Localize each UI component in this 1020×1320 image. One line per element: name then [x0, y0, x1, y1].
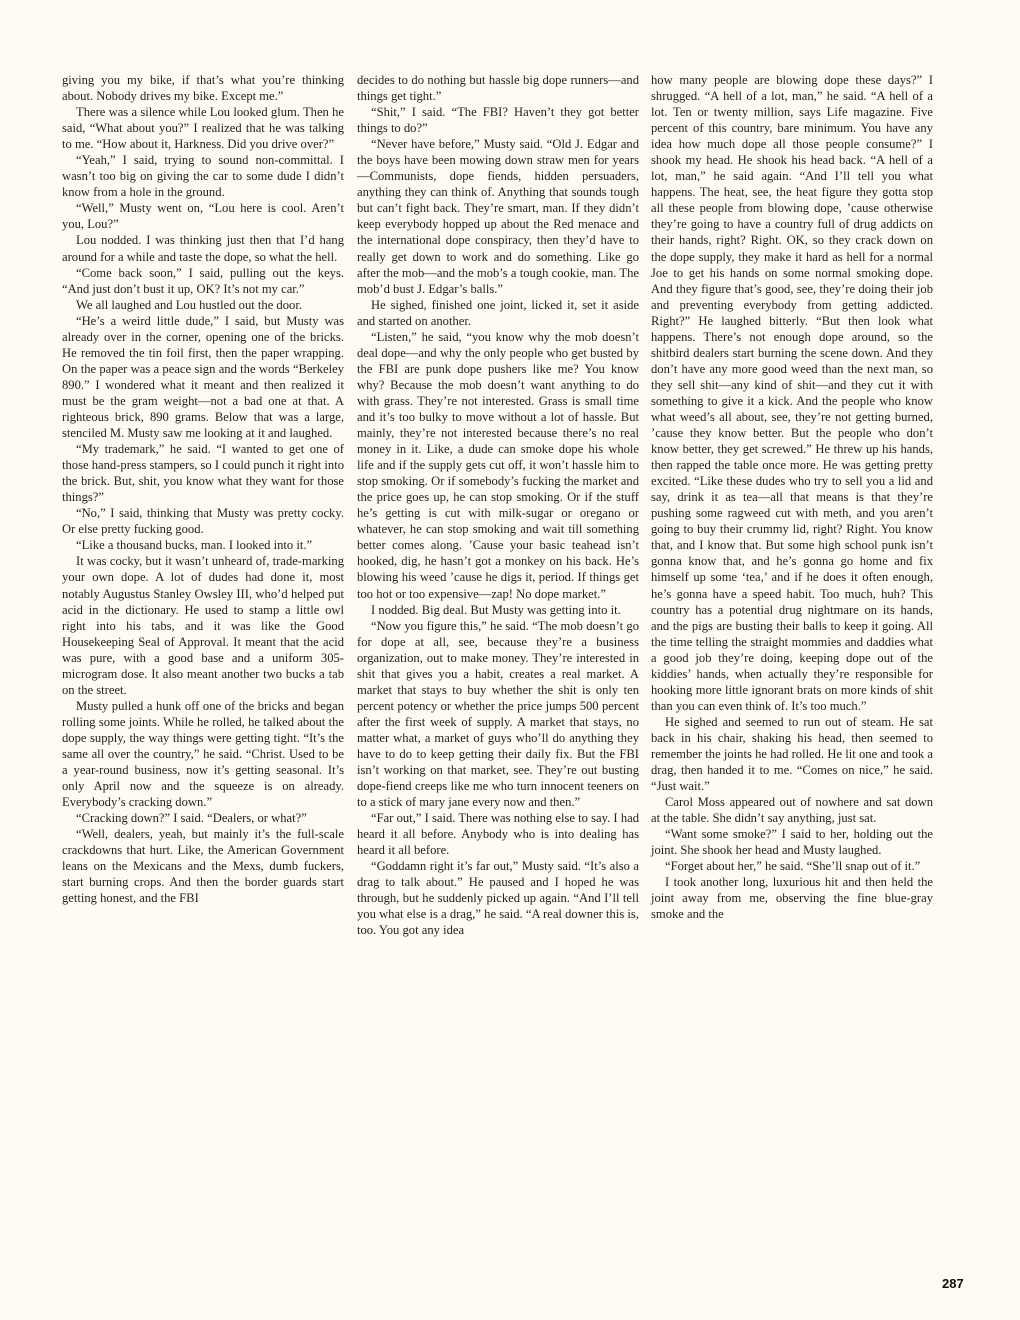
paragraph: “No,” I said, thinking that Musty was pretty cocky. Or else pretty fucking good. [62, 506, 344, 537]
paragraph: Musty pulled a hunk off one of the bricks and began rolling some joints. While he rolled, he talked about the dope supply, the way things were getting tight. “It’s the same all over the country,” he said. “Christ. Used to be a year-round business, now it’s getting seasonal. It’s only April now and the squeeze is on already. Everybody’s cracking down.” [62, 698, 344, 810]
paragraph: “Like a thousand bucks, man. I looked into it.” [76, 538, 313, 553]
paragraph: “Cracking down?” I said. “Dealers, or what?” [76, 811, 307, 826]
text-column-3 [651, 72, 933, 922]
paragraph: It was cocky, but it wasn’t unheard of, trade-marking your own dope. A lot of dudes had done it, most notably Augustus Stanley Owsley III, who’d helped put acid in the dictionary. He used to stamp a little owl right into his tabs, and it was like the Good Housekeeping Seal of Approval. It meant that the acid was pure, with a good base and a uniform 305-microgram dose. It also meant another two bucks a tab on the street. [62, 554, 344, 697]
paragraph: Carol Moss appeared out of nowhere and sat down at the table. She didn’t say anything, just sat. [651, 795, 933, 826]
paragraph: “Well, dealers, yeah, but mainly it’s the full-scale crackdowns that hurt. Like, the American Government leans on the Mexicans and the Mexs, dumb fuckers, start burning crops. And then the border guards start getting honest, and the FBI [62, 827, 344, 906]
page-number: 287 [942, 1276, 964, 1291]
paragraph: giving you my bike, if that’s what you’re thinking about. Nobody drives my bike. Except me.” [62, 73, 344, 104]
paragraph: “Shit,” I said. “The FBI? Haven’t they got better things to do?” [357, 105, 639, 136]
paragraph: how many people are blowing dope these days?” I shrugged. “A hell of a lot, man,” he said. “A hell of a lot. Ten or twenty million, says Life magazine. Five percent of this country, bare minimum. You have any idea how much dope all those people consume?” I shook my head. He shook his head back. “A hell of a lot, man,” he said again. “And I’ll tell you what happens. The heat, see, the heat figure they gotta stop all these people from blowing dope, ’cause otherwise they’re going to have a country full of drug addicts on their hands, right? Right. OK, so they crack down on the dope supply, they make it hard as hell for a normal Joe to get his hands on some normal smoking dope. And they figure that’s good, see, they’re doing their job and preventing everybody from getting addicted. Right?” He laughed bitterly. “But then look what happens. There’s not enough dope around, so the shitbird dealers start burning the scene down. And they don’t have any more good weed than the next man, so they sell shit—any kind of shit—and they cut it with something to give it a kick. And the people who know what weed’s all about, see, they’re not getting burned, ’cause they know better. But the people who don’t know better, they get screwed.” He threw up his hands, then rapped the table once more. He was getting pretty excited. “Like these dudes who try to sell you a lid and say, drink it as tea—all that means is that they’re pushing some ragweed cut with meth, and you aren’t going to buy their crummy lid, right? Right. You know that, and I know that. But some high school punk isn’t gonna know that, and he’s gonna go home and fix himself up some ‘tea,’ and if he does it often enough, he’s gonna have a speed habit. Too much, huh? This country has a potential drug nightmare on its hands, and the pigs are busting their balls to keep it going. All the time telling the straight mommies and daddies what a good job they’re doing, keeping dope out of the kiddies’ hands, when actually they’re responsible for hooking more little ignorant brats on more kinds of shit than you can even think of. It’s too much.” [651, 73, 933, 713]
paragraph: “Now you figure this,” he said. “The mob doesn’t go for dope at all, see, because they’re a business organization, out to make money. They’re interested in shit that gives you a habit, creates a real market. A market that stays to buy whether the shit is only ten percent potency or whether the price jumps 500 percent after the first week of supply. A market that stays, no matter what, a market of guys who’ll do anything they have to do to keep getting their daily fix. But the FBI isn’t working on that market, see. They’re out busting dope-fiend creeps like me who turn innocent teeners on to a stick of mary jane every now and then.” [357, 618, 639, 810]
paragraph: He sighed, finished one joint, licked it, set it aside and started on another. [357, 297, 639, 328]
text-column-1 [62, 72, 344, 906]
paragraph: “Yeah,” I said, trying to sound non-committal. I wasn’t too big on giving the car to some dude I didn’t know from a hole in the ground. [62, 153, 344, 200]
paragraph: “My trademark,” he said. “I wanted to get one of those hand-press stampers, so I could punch it right into the brick. But, shit, you know what they want for those things?” [62, 442, 344, 505]
paragraph: He sighed and seemed to run out of steam. He sat back in his chair, shaking his head, then seemed to remember the joints he had rolled. He lit one and took a drag, then handed it to me. “Comes on nice,” he said. “Just wait.” [651, 714, 933, 794]
paragraph: “Well,” Musty went on, “Lou here is cool. Aren’t you, Lou?” [62, 201, 344, 232]
paragraph: “Far out,” I said. There was nothing else to say. I had heard it all before. Anybody who is into dealing has heard it all before. [357, 811, 639, 858]
paragraph: I nodded. Big deal. But Musty was getting into it. [371, 602, 621, 617]
paragraph: “Never have before,” Musty said. “Old J. Edgar and the boys have been mowing down straw men for years—Communists, dope fiends, hidden persuaders, anything they can think of. Anything that sounds tough but can’t fight back. They’re smart, man. If they didn’t keep everybody hopped up about the Red menace and the international dope conspiracy, then they’d have to really get down to work and do something. Like go after the mob—and the mob’s a tough cookie, man. The mob’d bust J. Edgar’s balls.” [357, 137, 639, 296]
paragraph: Lou nodded. I was thinking just then that I’d hang around for a while and taste the dope, so what the hell. [62, 233, 344, 264]
paragraph: “Come back soon,” I said, pulling out the keys. “And just don’t bust it up, OK? It’s not my car.” [62, 265, 344, 296]
paragraph: I took another long, luxurious hit and then held the joint away from me, observing the fine blue-gray smoke and the [651, 875, 933, 922]
paragraph: “Want some smoke?” I said to her, holding out the joint. She shook her head and Musty laughed. [651, 827, 933, 858]
paragraph: There was a silence while Lou looked glum. Then he said, “What about you?” I realized that he was talking to me. “How about it, Harkness. Did you drive over?” [62, 105, 344, 152]
paragraph: decides to do nothing but hassle big dope runners—and things get tight.” [357, 73, 639, 104]
paragraph: “He’s a weird little dude,” I said, but Musty was already over in the corner, opening one of the bricks. He removed the tin foil first, then the paper wrapping. On the paper was a peace sign and the words “Berkeley 890.” I wondered what it meant and then realized it must be the gram weight—not a bad one at that. A righteous brick, 890 grams. Below that was a large, stenciled M. Musty saw me looking at it and laughed. [62, 313, 344, 441]
paragraph: “Forget about her,” he said. “She’ll snap out of it.” [665, 859, 921, 874]
text-column-2 [357, 72, 639, 939]
paragraph: We all laughed and Lou hustled out the door. [76, 297, 302, 312]
paragraph: “Goddamn right it’s far out,” Musty said. “It’s also a drag to talk about.” He paused and I hoped he was through, but he suddenly picked up again. “And I’ll tell you what else is a drag,” he said. “A real downer this is, too. You got any idea [357, 859, 639, 938]
paragraph: “Listen,” he said, “you know why the mob doesn’t deal dope—and why the only people who get busted by the FBI are punk dope pushers like me? You know why? Because the mob doesn’t want anything to do with grass. They’re not interested. Grass is small time and it’s too bulky to move without a lot of hassle. But mainly, they’re not interested because there’s no real money in it. Like, a dude can smoke dope his whole life and if the supply gets cut off, it won’t hassle him to stop smoking. Or if somebody’s fucking the market and the price goes up, he can stop smoking. Or if the stuff he’s getting is cut with milk-sugar or oregano or whatever, he can stop smoking and wait till something better comes along. ’Cause your basic teahead isn’t hooked, dig, he hasn’t got a monkey on his back. He’s blowing his weed ’cause he digs it, period. If things get too hot or too expensive—zap! No dope market.” [357, 329, 639, 601]
